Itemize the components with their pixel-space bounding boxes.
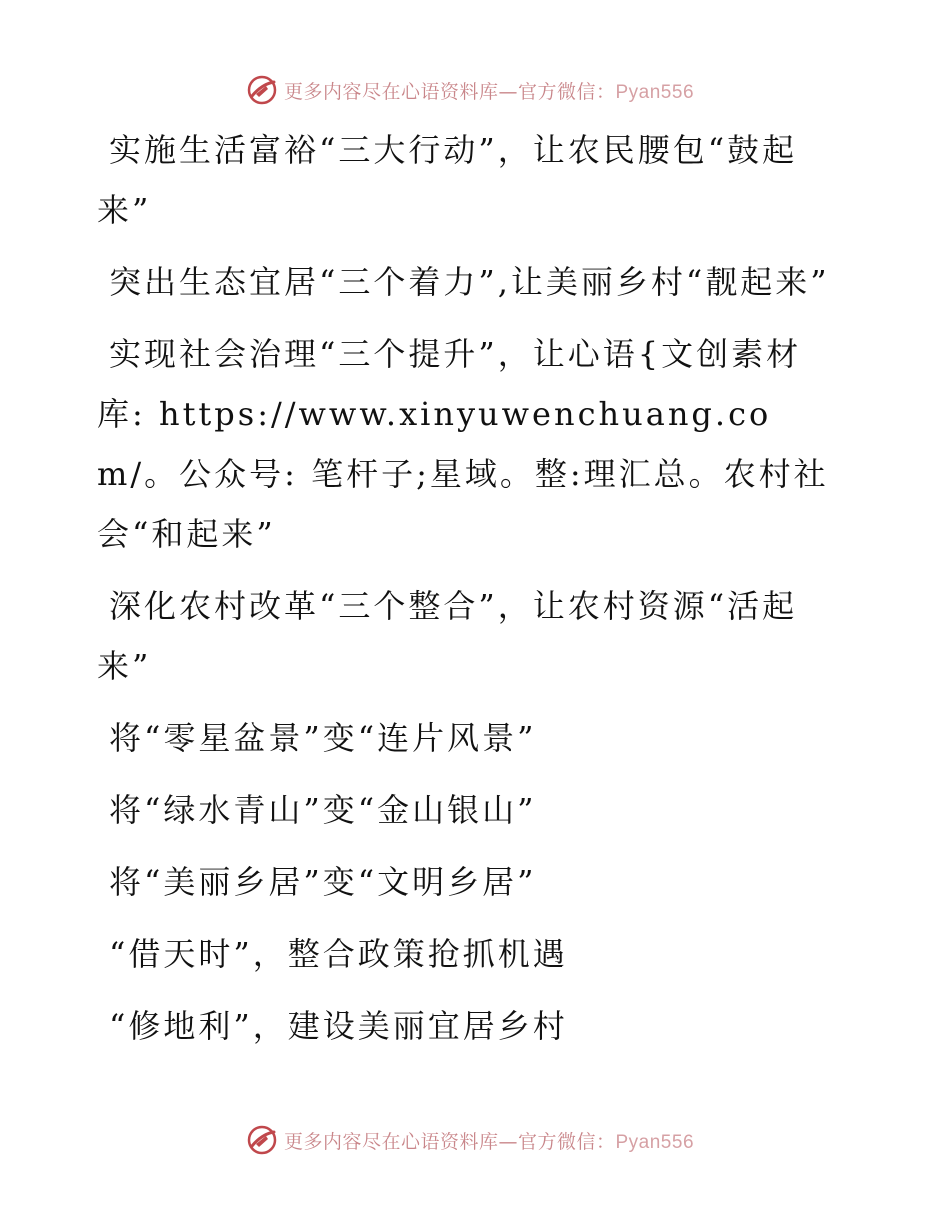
paragraph-5 [97,708,837,768]
header-banner-title: 更多内容尽在心语资料库 [283,80,499,103]
footer-banner-separator: — [498,1130,518,1153]
paragraph-6-text: 将“绿水青山”变“金山银山” [109,791,537,829]
header-banner-separator: — [498,80,518,103]
pen-logo-icon [246,1124,278,1156]
paragraph-8 [97,924,837,984]
header-banner-content [246,74,694,106]
paragraph-2-text: 突出生态宜居“三个着力”,让美丽乡村“靓起来” [109,263,830,301]
paragraph-4 [97,576,837,696]
paragraph-7-text: 将“美丽乡居”变“文明乡居” [109,863,537,901]
header-banner [0,70,950,110]
paragraph-9 [97,996,837,1056]
header-wechat-label: 官方微信： [517,80,616,103]
paragraph-2 [97,252,837,312]
paragraph-5-text: 将“零星盆景”变“连片风景” [109,719,537,757]
footer-banner-title: 更多内容尽在心语资料库 [283,1130,499,1153]
header-banner-text [284,77,694,104]
paragraph-4-text: 深化农村改革“三个整合”，让农村资源“活起来” [97,587,798,685]
paragraph-9-text: “修地利”，建设美丽宜居乡村 [109,1007,568,1045]
footer-wechat-id: Pyan556 [615,1131,695,1153]
paragraph-3-text: 实现社会治理“三个提升”，让心语{文创素材库: https://www.xinyuwenchuang.com/。公众号: 笔杆子;星域。整:理汇总。农村社会“和起来” [97,335,829,553]
footer-wechat-label: 官方微信： [517,1130,616,1153]
paragraph-3 [97,324,837,564]
footer-banner [0,1120,950,1160]
pen-logo-icon [246,74,278,106]
document-body [97,120,837,1056]
header-wechat-id: Pyan556 [615,81,695,103]
paragraph-7 [97,852,837,912]
paragraph-1 [97,120,837,240]
paragraph-8-text: “借天时”，整合政策抢抓机遇 [109,935,568,973]
paragraph-1-text: 实施生活富裕“三大行动”，让农民腰包“鼓起来” [97,131,798,229]
footer-banner-content [246,1124,694,1156]
footer-banner-text [284,1127,694,1154]
paragraph-6 [97,780,837,840]
